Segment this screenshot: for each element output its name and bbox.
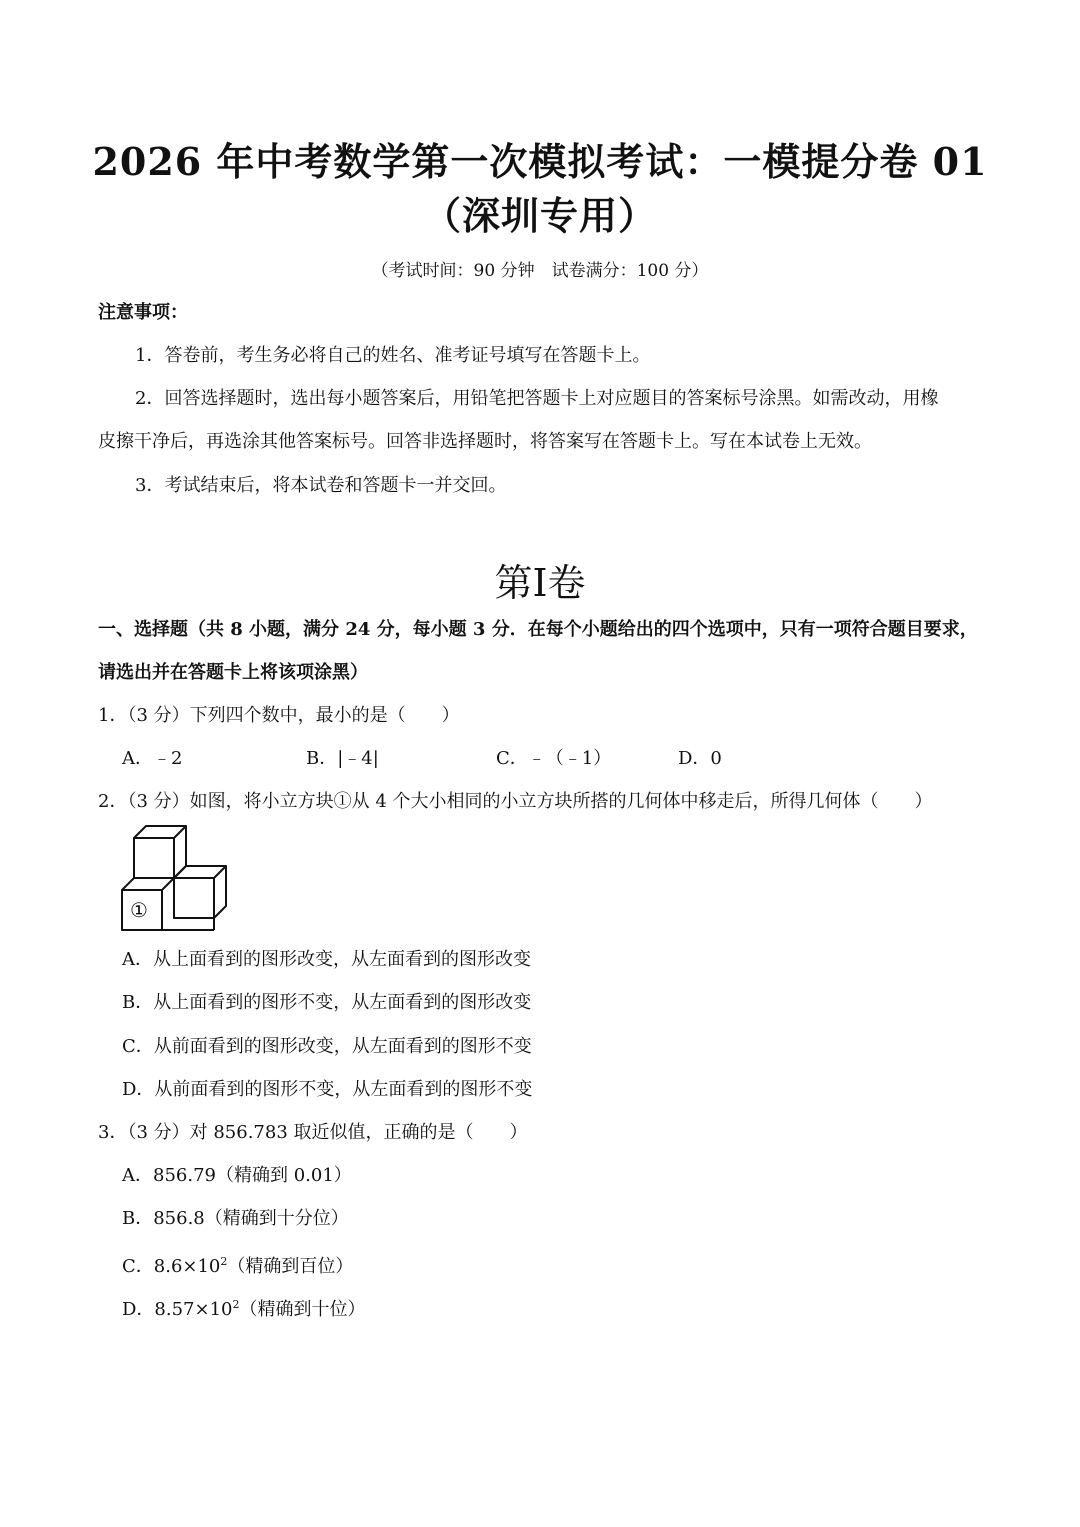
q2-option-b: B．从上面看到的图形不变，从左面看到的图形改变 — [122, 992, 532, 1013]
q1-stem: 1．（3 分）下列四个数中，最小的是（ ） — [98, 705, 460, 726]
q3-option-d-exponent: 2 — [232, 1298, 240, 1311]
q3-option-d-base: D．8.57×10 — [122, 1299, 233, 1320]
notice-heading: 注意事项： — [98, 302, 188, 323]
q3-option-c-base: C．8.6×10 — [122, 1256, 221, 1277]
q3-option-b: B．856.8（精确到十分位） — [122, 1208, 349, 1229]
notice-item-2-line1: 2．回答选择题时，选出每小题答案后，用铅笔把答题卡上对应题目的答案标号涂黑。如需改动，用橡 — [135, 388, 939, 409]
q1-option-b: B．|﹣4| — [306, 748, 379, 769]
q2-option-d: D．从前面看到的图形不变，从左面看到的图形不变 — [122, 1079, 533, 1100]
q3-option-a: A．856.79（精确到 0.01） — [122, 1165, 352, 1186]
q3-option-d — [122, 1292, 366, 1323]
q3-option-c — [122, 1249, 353, 1280]
exam-title-line2: （深圳专用） — [422, 193, 657, 238]
q3-option-c-note: （精确到百位） — [227, 1256, 354, 1277]
exam-subtitle: （考试时间：90 分钟 试卷满分：100 分） — [371, 261, 709, 281]
q1-option-c: C．﹣（﹣1） — [496, 748, 612, 769]
notice-item-3: 3．考试结束后，将本试卷和答题卡一并交回。 — [135, 475, 507, 496]
q3-option-c-exponent: 2 — [220, 1255, 228, 1268]
q1-option-d: D．0 — [678, 748, 722, 769]
notice-item-1: 1．答卷前，考生务必将自己的姓名、准考证号填写在答题卡上。 — [135, 345, 651, 366]
part1-heading-line1: 一、选择题（共 8 小题，满分 24 分，每小题 3 分．在每个小题给出的四个选项中，只有一项符合题目要求， — [98, 619, 978, 640]
part1-heading-line2: 请选出并在答题卡上将该项涂黑） — [98, 662, 368, 683]
exam-title-line1: 2026 年中考数学第一次模拟考试：一模提分卷 01 — [92, 139, 988, 184]
q2-stem: 2．（3 分）如图，将小立方块①从 4 个大小相同的小立方块所搭的几何体中移走后，所得几何体（ ） — [98, 791, 933, 812]
q3-option-d-note: （精确到十位） — [239, 1299, 366, 1320]
cube-label: ① — [130, 898, 148, 922]
section-title: 第I卷 — [494, 561, 586, 605]
notice-item-2-line2: 皮擦干净后，再选涂其他答案标号。回答非选择题时，将答案写在答题卡上。写在本试卷上无效。 — [98, 431, 872, 452]
q2-option-a: A．从上面看到的图形改变，从左面看到的图形改变 — [122, 949, 531, 970]
q1-option-a: A．﹣2 — [122, 748, 183, 769]
q2-option-c: C．从前面看到的图形改变，从左面看到的图形不变 — [122, 1036, 532, 1057]
cube-figure — [118, 822, 233, 934]
q3-stem: 3．（3 分）对 856.783 取近似值，正确的是（ ） — [98, 1122, 528, 1143]
